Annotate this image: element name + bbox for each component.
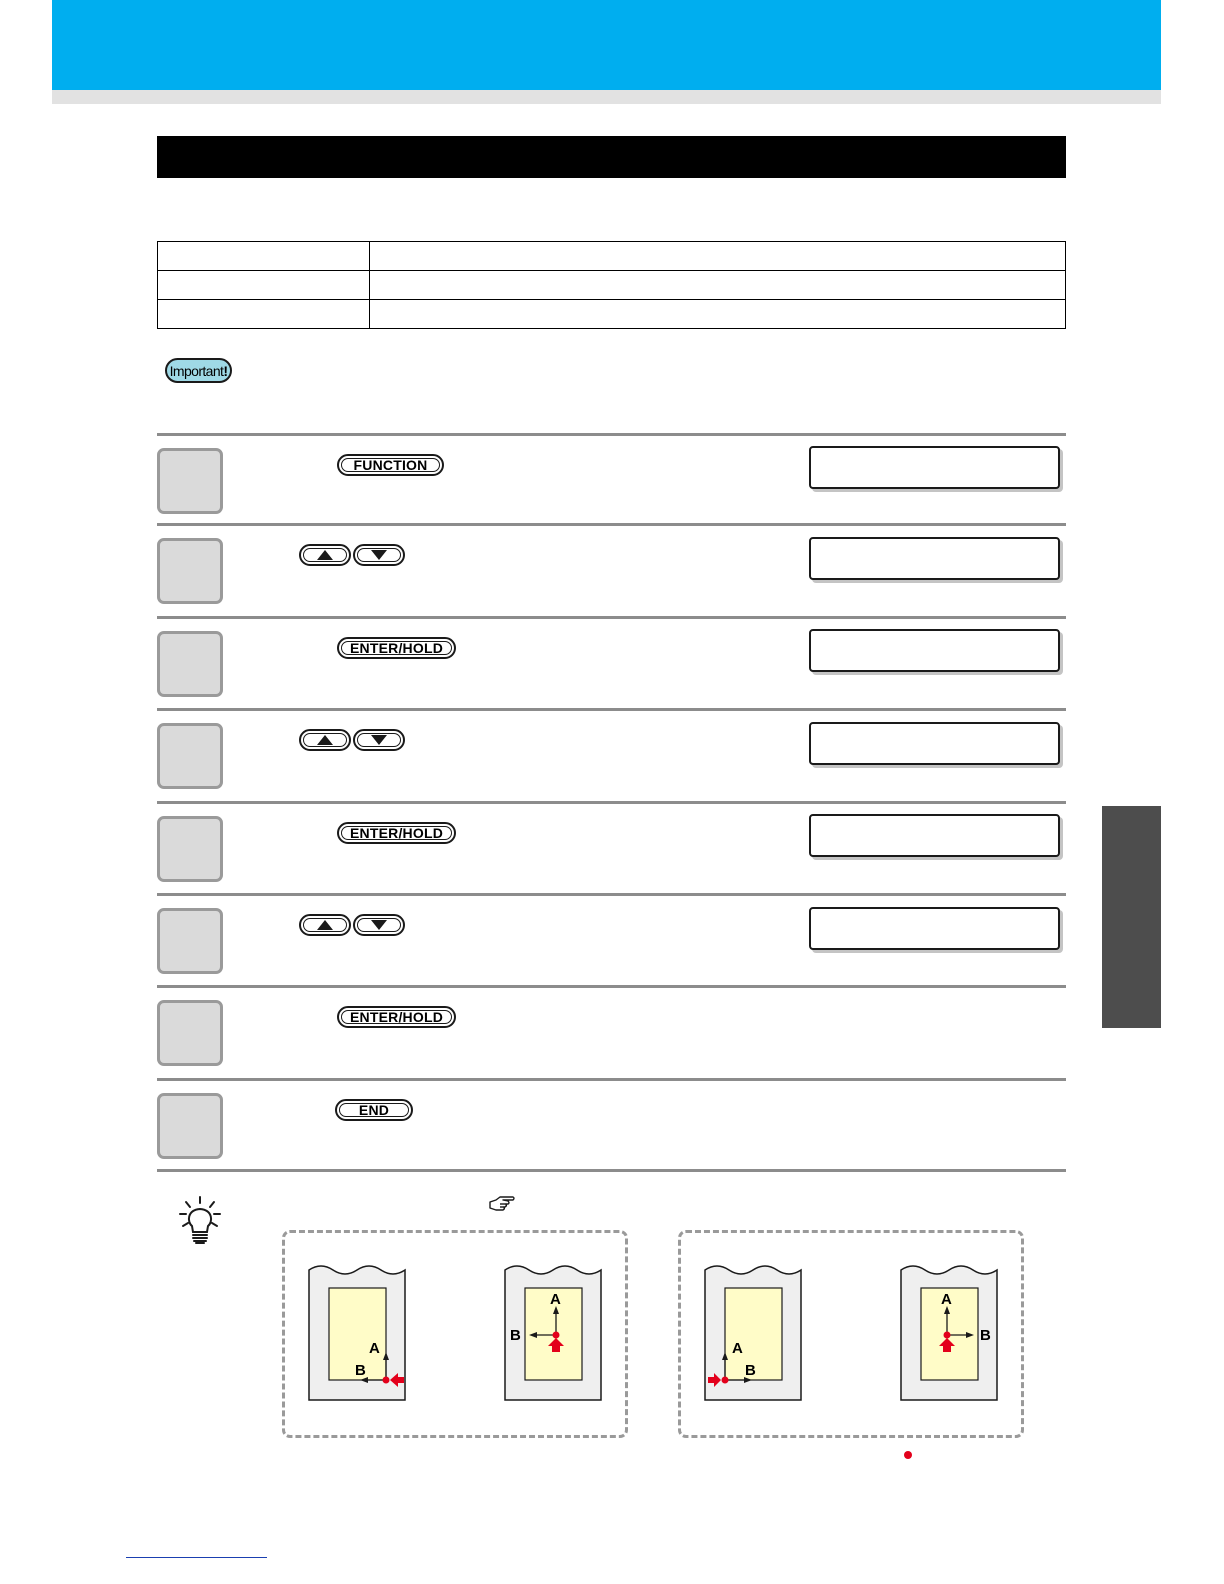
down-key[interactable]	[353, 914, 405, 936]
table-cell	[370, 242, 1066, 271]
step-number-box-5	[157, 816, 223, 882]
origin-legend-dot	[904, 1451, 912, 1459]
origin-dot	[383, 1377, 390, 1384]
up-key[interactable]	[299, 544, 351, 566]
origin-dot	[722, 1377, 729, 1384]
table-cell	[370, 300, 1066, 329]
header-shadow	[52, 90, 1161, 104]
up-key[interactable]	[299, 729, 351, 751]
header-band	[52, 0, 1161, 90]
step-number-box-3	[157, 631, 223, 697]
table-cell	[158, 242, 370, 271]
enter-hold-key[interactable]: ENTER/HOLD	[337, 1006, 456, 1028]
setting-table	[157, 241, 1066, 329]
step-divider	[157, 1169, 1066, 1172]
table-row	[158, 242, 1066, 271]
important-badge-label: Important!	[169, 362, 228, 379]
footer-link-rule	[126, 1557, 267, 1558]
reference-hand-icon	[488, 1195, 516, 1213]
step-number-box-2	[157, 538, 223, 604]
origin-diagram-1	[308, 1264, 408, 1402]
origin-dot	[944, 1332, 951, 1339]
lcd-display-2	[809, 537, 1060, 580]
down-arrow-icon	[371, 920, 387, 930]
step-divider	[157, 985, 1066, 988]
axis-a-label: A	[550, 1291, 561, 1308]
origin-dot	[553, 1332, 560, 1339]
end-key[interactable]: END	[335, 1099, 413, 1121]
step-number-box-8	[157, 1093, 223, 1159]
axis-b-label: B	[355, 1362, 366, 1379]
enter-hold-key[interactable]: ENTER/HOLD	[337, 822, 456, 844]
axis-b-label: B	[980, 1327, 991, 1344]
lcd-display-6	[809, 907, 1060, 950]
up-arrow-icon	[317, 735, 333, 745]
up-key[interactable]	[299, 914, 351, 936]
table-row	[158, 271, 1066, 300]
step-number-box-7	[157, 1000, 223, 1066]
axis-b-label: B	[510, 1327, 521, 1344]
axis-b-label: B	[745, 1362, 756, 1379]
enter-hold-key[interactable]: ENTER/HOLD	[337, 637, 456, 659]
chapter-side-tab	[1102, 806, 1161, 1028]
origin-diagram-2	[504, 1264, 604, 1402]
table-row	[158, 300, 1066, 329]
lcd-display-4	[809, 722, 1060, 765]
function-key[interactable]: FUNCTION	[337, 454, 444, 476]
step-divider	[157, 523, 1066, 526]
step-divider	[157, 433, 1066, 436]
step-divider	[157, 1078, 1066, 1081]
origin-diagram-4	[900, 1264, 1000, 1402]
step-number-box-1	[157, 448, 223, 514]
table-cell	[158, 271, 370, 300]
lcd-display-1	[809, 446, 1060, 489]
step-divider	[157, 801, 1066, 804]
up-arrow-icon	[317, 920, 333, 930]
step-number-box-6	[157, 908, 223, 974]
important-badge	[165, 358, 232, 383]
table-cell	[158, 300, 370, 329]
lightbulb-icon	[178, 1196, 222, 1246]
lcd-display-3	[809, 629, 1060, 672]
table-cell	[370, 271, 1066, 300]
axis-a-label: A	[369, 1340, 380, 1357]
axis-a-label: A	[732, 1340, 743, 1357]
up-arrow-icon	[317, 550, 333, 560]
down-key[interactable]	[353, 729, 405, 751]
down-arrow-icon	[371, 550, 387, 560]
step-divider	[157, 616, 1066, 619]
lcd-display-5	[809, 814, 1060, 857]
origin-diagram-3	[704, 1264, 804, 1402]
axis-a-label: A	[941, 1291, 952, 1308]
down-arrow-icon	[371, 735, 387, 745]
step-number-box-4	[157, 723, 223, 789]
section-title-bar	[157, 136, 1066, 178]
step-divider	[157, 708, 1066, 711]
down-key[interactable]	[353, 544, 405, 566]
step-divider	[157, 893, 1066, 896]
